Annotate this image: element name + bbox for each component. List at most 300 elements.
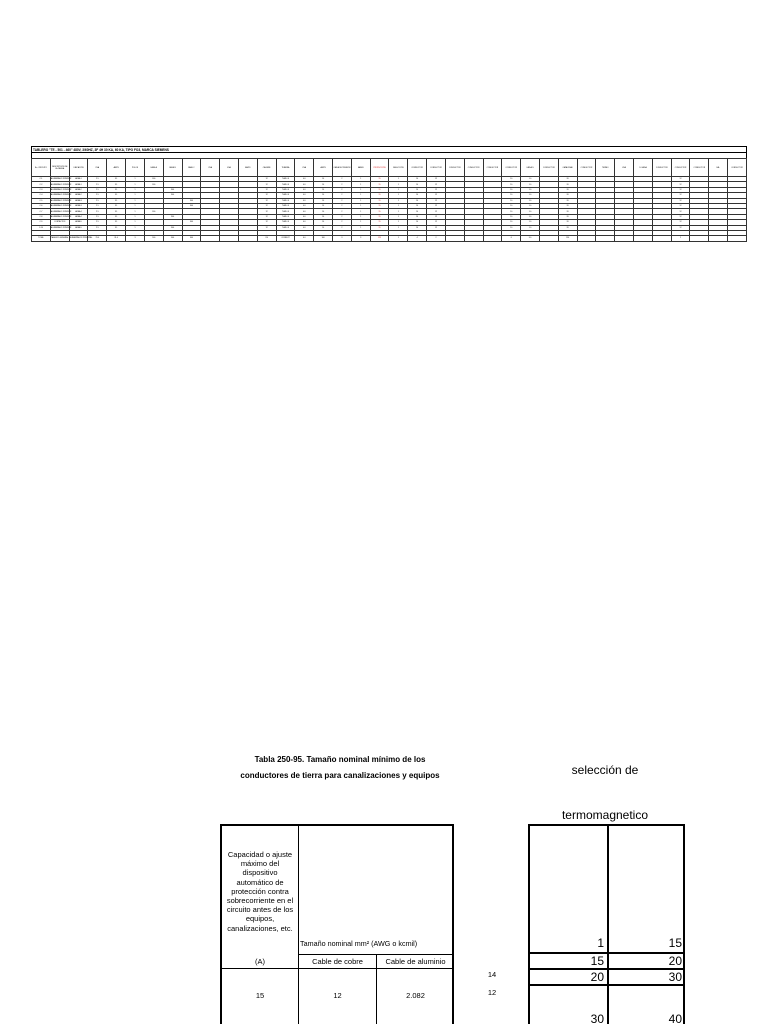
sheet-header-cell: AMPS [107,159,126,177]
sheet-cell: 1 [351,193,370,198]
sheet-cell: 1 [351,220,370,225]
sheet-cell: 1.0 [521,209,540,214]
sheet-cell: 2.5 [88,187,107,192]
sheet-header-cell: CONDUCTOR [483,159,502,177]
side-value-1: 14 [487,970,497,979]
sheet-cell: 1 [389,182,408,187]
sheet-cell: 10 [502,198,521,203]
header-left-value: 1 [597,936,604,950]
sheet-cell: 1 [351,187,370,192]
sheet-cell [539,236,558,241]
sheet-cell: 10 [314,225,333,230]
sheet-cell: THW-LS [276,193,295,198]
sheet-cell: 12 [671,203,690,208]
sheet-cell: 14 [408,225,427,230]
sheet-cell: 12 [257,193,276,198]
sheet-cell: 12 [257,187,276,192]
sheet-cell: THW-LS [276,225,295,230]
size-header: Tamaño nominal mm² (AWG o kcmil) [300,939,418,948]
sheet-cell: 3.1 [107,209,126,214]
sheet-cell: 1.0 [521,182,540,187]
caption-line-2: conductores de tierra para canalizaciones y equipos [240,771,440,780]
sheet-header-cell: POLOS [126,159,145,177]
sheet-cell: 2 [333,187,352,192]
row-3-left: 30 [590,1012,604,1026]
sheet-cell: THW-LS [276,220,295,225]
sheet-cell: 2.5 [88,209,107,214]
sheet-cell: 2 [333,203,352,208]
sheet-cell: 2.5 [88,214,107,219]
sheet-header-cell: CONDUCTOR [464,159,483,177]
sheet-cell: 10 [502,209,521,214]
sheet-cell: 900 [144,236,163,241]
sheet-cell: 0.6 [295,209,314,214]
sheet-cell: 10 [314,209,333,214]
sheet-cell: 10 [314,193,333,198]
sheet-cell: TABLERO GENERAL [51,237,69,240]
sheet-cell: 12 [671,193,690,198]
side-value-2: 12 [487,988,497,997]
sheet-cell: 1.0 [521,220,540,225]
sheet-cell: C-1 [32,177,51,182]
sheet-cell: 1 [389,236,408,241]
row-3-right: 40 [668,1012,682,1026]
sheet-cell: 0.6 [295,187,314,192]
sheet-cell: 10 [502,225,521,230]
sheet-cell: ALUMBRADO INTERIOR [50,215,72,218]
sheet-cell: 14 [408,214,427,219]
sheet-cell: 10 [314,203,333,208]
sheet-cell: 3 [333,236,352,241]
sheet-cell: 20 [558,182,577,187]
sheet-cell: 31.0 [107,236,126,241]
sheet-header-cell: KVA [615,159,634,177]
sheet-cell: C-6 [32,203,51,208]
sheet-cell: AREA 3 [69,203,88,208]
sheet-header-cell: CONDUCTOR [427,159,446,177]
sheet-cell: 300 [182,198,201,203]
sheet-cell [445,236,464,241]
sheet-cell: 3.1 [107,198,126,203]
table-caption [220,752,460,784]
sheet-cell: 1.0 [521,193,540,198]
sheet-cell: 3.1 [107,203,126,208]
sheet-cell: AREA 2 [69,193,88,198]
sheet-cell: 12 [671,209,690,214]
sheet-header-cell: FASE C [182,159,201,177]
sheet-cell: 300 [182,203,201,208]
row-2-right: 30 [668,970,682,984]
sheet-cell: 14 [408,203,427,208]
sheet-cell [483,236,502,241]
sheet-cell: 6 [502,236,521,241]
sheet-cell: 12 [671,198,690,203]
sheet-header-cell: DESCRIPCIÓN DE LA CARGA [50,159,69,177]
sheet-header-cell: % CAÍDA [634,159,653,177]
sheet-cell: THW-LS [276,187,295,192]
sheet-cell: 1 [126,187,145,192]
sheet-cell: 900 [163,236,182,241]
sheet-cell: 14 [408,198,427,203]
sheet-cell: 2 [333,225,352,230]
sheet-cell: 1.0 [521,225,540,230]
sheet-cell: ALUMBRADO INTERIOR [50,205,72,208]
sheet-cell: 10 [502,182,521,187]
sheet-cell: C-3 [32,187,51,192]
col-divider [607,826,609,1024]
sheet-cell: ALUMBRADO INTERIOR [50,178,72,181]
sheet-cell: AREA 4 [69,214,88,219]
sheet-cell: 0.6 [295,220,314,225]
sheet-cell: 14 [408,193,427,198]
sheet-cell: 15 [370,182,389,187]
sheet-cell: 12 [427,220,446,225]
sheet-header-cell: KVA [201,159,220,177]
header-right-value: 15 [668,936,682,950]
sheet-header-cell: KVA [295,159,314,177]
sheet-cell: ALUMBRADO INTERIOR [50,199,72,202]
sheet-cell: 1.0 [521,203,540,208]
sheet-header-cell: AMPS [314,159,333,177]
sheet-cell: 12 [427,209,446,214]
sheet-cell: 1 [351,182,370,187]
row1-copper: 12 [333,991,342,1000]
sheet-cell [220,236,239,241]
row-2-left: 20 [590,970,604,984]
sheet-cell: 12 [427,203,446,208]
sheet-cell: 1.0 [521,187,540,192]
sheet-header-cell: CALIBRE [257,159,276,177]
sheet-cell [652,236,671,241]
sheet-cell: 1 [126,177,145,182]
sheet-cell: 2 [333,214,352,219]
sheet-cell: 12 [427,182,446,187]
sheet-cell: 2 [333,182,352,187]
sheet-cell: 10 [314,214,333,219]
sheet-cell [201,236,220,241]
sheet-cell: 1 [351,225,370,230]
sheet-cell: C-5 [32,198,51,203]
sheet-header-cell: No. CIRCUITO [32,159,51,177]
sheet-cell [728,236,747,241]
sheet-cell: 3.1 [107,182,126,187]
sheet-cell: 12 [257,214,276,219]
sheet-cell: 10 [314,198,333,203]
sheet-cell: 300 [163,193,182,198]
sheet-cell [709,236,728,241]
sheet-cell: THW-LS [276,182,295,187]
sheet-cell: 1 [351,209,370,214]
sheet-cell: 1 [389,220,408,225]
sheet-cell: 300 [163,214,182,219]
selection-title-line-1: selección de [571,763,639,777]
sheet-cell: AREA 2 [69,187,88,192]
sheet-cell: 1 [389,198,408,203]
selection-title-line-2: termomagnetico [561,808,649,822]
sheet-header-cell: CAL. [709,159,728,177]
sheet-cell [464,236,483,241]
sheet-cell: ALUMBRADO INTERIOR [50,226,72,229]
sheet-cell: 15 [370,198,389,203]
row-1-left: 15 [590,954,604,968]
sheet-cell: 14 [408,182,427,187]
sheet-header-row [32,159,747,177]
sheet-cell: ALUMBRADO INTERIOR [50,183,72,186]
sheet-cell: 3 [351,236,370,241]
sheet-cell: 12 [671,220,690,225]
sheet-cell: 12 [257,177,276,182]
sheet-cell: 0.6 [295,198,314,203]
sheet-grid [31,158,747,242]
sheet-cell: C-2 [32,182,51,187]
sheet-cell: 1 [126,209,145,214]
sheet-cell: 1 [389,177,408,182]
aluminum-header: Cable de aluminio [385,957,446,966]
sheet-cell: 1 [351,214,370,219]
sheet-cell: 15 [370,225,389,230]
sheet-cell: THW-LS [276,209,295,214]
sheet-header-cell: SELECCIÓN [389,159,408,177]
sheet-cell [577,236,596,241]
sheet-cell: 300 [163,187,182,192]
sheet-cell: 2.5 [88,225,107,230]
sheet-cell: 12 [671,182,690,187]
sheet-cell: 150 [558,236,577,241]
row1-aluminum: 2.082 [406,991,425,1000]
sheet-cell: 12 [671,225,690,230]
sheet-cell: 1 [351,177,370,182]
sheet-cell: 2 [333,209,352,214]
sheet-cell: 3 [126,236,145,241]
sheet-cell: 3.1 [107,187,126,192]
sheet-cell: ALIMENTADOR PRINCIPAL [69,237,93,240]
sheet-cell: THW-LS [276,177,295,182]
sheet-cell: 125 [370,236,389,241]
panel-schedule-sheet [31,146,747,242]
sheet-cell: 14 [408,177,427,182]
sheet-header-cell: CONDUCTOR [577,159,596,177]
sheet-cell: AREA 4 [69,209,88,214]
sheet-cell: 1.0 [521,198,540,203]
sheet-cell: 300 [144,182,163,187]
sheet-cell: 3.1 [107,225,126,230]
sheet-cell: CONTACTOS [50,220,69,225]
sheet-cell: 0.6 [295,177,314,182]
sheet-cell: 1 [126,225,145,230]
sheet-cell: 3.1 [107,214,126,219]
sheet-cell: 15 [370,177,389,182]
sheet-cell: C-10 [32,225,51,230]
sheet-cell: 300 [144,209,163,214]
sheet-header-cell: CAÍDA DE TENSIÓN [333,159,352,177]
sheet-cell: 1 [389,193,408,198]
sheet-cell: 6.0 [295,236,314,241]
sheet-cell: 12 [427,177,446,182]
sheet-cell: 300 [144,177,163,182]
sheet-cell: 0.6 [295,193,314,198]
sheet-cell: 1 [126,198,145,203]
sheet-header-cell: CONDUCTOR [539,159,558,177]
caption-line-1: Tabla 250-95. Tamaño nominal mínimo de los [254,755,426,764]
sheet-cell: 0.6 [295,214,314,219]
sheet-cell: 10 [314,187,333,192]
sheet-cell: 20 [558,203,577,208]
sheet-cell: 1 [389,209,408,214]
sheet-cell: C-4 [32,193,51,198]
sheet-cell: 12 [257,225,276,230]
sheet-cell: AREA 1 [69,182,88,187]
sheet-header-cell: KVA [220,159,239,177]
sheet-header-cell: CONDUCTOR [408,159,427,177]
sheet-cell: CONDUIT [276,236,295,241]
sheet-header-cell: CONDUCTOR [652,159,671,177]
sheet-cell: 12 [257,220,276,225]
table-row [32,236,747,241]
sheet-cell: 20 [558,198,577,203]
sheet-title: TABLERO "TE - 501 - 460" 480V, 3/60HZ, 3F 4H 30 KA, 60 KA, TIPO FO3, MARCA SIEMENS [31,146,747,152]
sheet-header-cell: CAPACIDAD [558,159,577,177]
sheet-cell: 2.5 [88,177,107,182]
sheet-cell: 2.5 [88,203,107,208]
sheet-cell: 14 [408,220,427,225]
sheet-cell: 10 [502,193,521,198]
sheet-header-cell: FASE B [163,159,182,177]
row-1-right: 20 [668,954,682,968]
sheet-cell: 10 [502,177,521,182]
sheet-cell: 1 [351,203,370,208]
sheet-header-cell: FASES [351,159,370,177]
breaker-selection-table [528,824,685,1024]
sheet-cell: 12 [427,193,446,198]
sheet-cell: 2 [333,220,352,225]
sheet-cell: 1 [389,187,408,192]
sheet-cell: 10 [502,203,521,208]
sheet-cell: 10 [314,177,333,182]
sheet-header-cell: TUBERÍA [276,159,295,177]
sheet-cell: 0.6 [295,203,314,208]
sheet-cell: 20 [558,177,577,182]
sheet-cell: 12 [671,214,690,219]
col1-unit: (A) [255,957,265,966]
grounding-conductor-table [220,824,454,1024]
sheet-cell: 12 [671,187,690,192]
sheet-cell: 1 [126,182,145,187]
sheet-cell: AREA 3 [69,198,88,203]
sheet-cell: TOTAL [32,236,51,241]
sheet-cell: 20 [558,220,577,225]
sheet-cell: 25.0 [88,236,107,241]
sheet-cell: 15 [370,220,389,225]
sheet-cell: 2 [333,177,352,182]
sheet-cell: 1 [389,214,408,219]
sheet-header-cell: CONDUCTOR [445,159,464,177]
sheet-cell: ALUMBRADO INTERIOR [50,188,72,191]
sheet-header-cell: CONDUCTOR [671,159,690,177]
sheet-cell: 2.5 [88,182,107,187]
sheet-cell: 3.1 [107,220,126,225]
sheet-cell: C-7 [32,209,51,214]
sheet-cell: 1.0 [521,214,540,219]
sheet-cell: 14 [408,187,427,192]
sheet-cell: 12 [257,198,276,203]
sheet-header-cell: CONDUCTOR [728,159,747,177]
col1-header: Capacidad o ajuste máximo del dispositivo automático de protección contra sobrecorriente en el circuito antes de los equipos, canalizaciones, etc. [226,850,294,933]
sheet-cell: C-8 [32,214,51,219]
sheet-cell: 12 [427,225,446,230]
sheet-cell: 0.6 [295,225,314,230]
sheet-header-cell: AMPS [238,159,257,177]
sheet-cell: 15 [370,187,389,192]
sheet-cell: 20 [558,193,577,198]
sheet-header-cell: CAÍDA % [521,159,540,177]
sheet-cell: THW-LS [276,198,295,203]
sheet-cell: 4 [408,236,427,241]
sheet-cell: 2/0 [257,236,276,241]
sheet-header-cell: TERMO [596,159,615,177]
sheet-cell: 15 [370,203,389,208]
row-divider [298,954,454,955]
copper-header: Cable de cobre [312,957,363,966]
sheet-header-cell: CONDUCTOR [502,159,521,177]
sheet-cell: 2 [671,236,690,241]
sheet-cell: 10 [314,220,333,225]
sheet-header-cell: KVA [88,159,107,177]
sheet-cell: 300 [182,220,201,225]
sheet-cell: 0.6 [295,182,314,187]
sheet-header-cell: UBICACIÓN [69,159,88,177]
sheet-cell: 10 [502,187,521,192]
sheet-header-cell: FASE A [144,159,163,177]
sheet-cell: 15 [370,214,389,219]
sheet-cell: 1 [126,214,145,219]
sheet-cell: 12 [427,214,446,219]
sheet-cell: 3.1 [107,177,126,182]
sheet-cell: 20 [558,209,577,214]
sheet-cell: 10 [502,220,521,225]
sheet-cell: 3.1 [107,193,126,198]
sheet-cell: THW-LS [276,214,295,219]
sheet-cell: 2 [427,236,446,241]
row1-capacity: 15 [255,991,265,1000]
sheet-cell: 3.0 [521,236,540,241]
sheet-header-cell: PROTECCIÓN [370,159,389,177]
sheet-cell: 12 [257,209,276,214]
sheet-cell: 300 [163,225,182,230]
sheet-cell: 10 [314,182,333,187]
sheet-cell: 20 [558,187,577,192]
sheet-cell: 1 [389,225,408,230]
sheet-cell: 15 [370,193,389,198]
sheet-cell: 12 [671,177,690,182]
sheet-cell: 2.5 [88,193,107,198]
sheet-cell: 12 [257,182,276,187]
sheet-cell: 14 [408,209,427,214]
sheet-cell: 12 [257,203,276,208]
sheet-cell: AREA 5 [69,220,88,225]
sheet-cell: 900 [182,236,201,241]
sheet-cell: 20 [558,214,577,219]
sheet-cell [615,236,634,241]
row-divider [530,984,685,986]
sheet-cell: 1 [389,203,408,208]
sheet-cell: ALUMBRADO INTERIOR [50,194,72,197]
sheet-cell: 15 [370,209,389,214]
sheet-cell: THW-LS [276,203,295,208]
sheet-header-cell: CONDUCTOR [690,159,709,177]
row-divider [222,968,454,969]
sheet-cell: 2.5 [88,198,107,203]
sheet-cell [690,236,709,241]
